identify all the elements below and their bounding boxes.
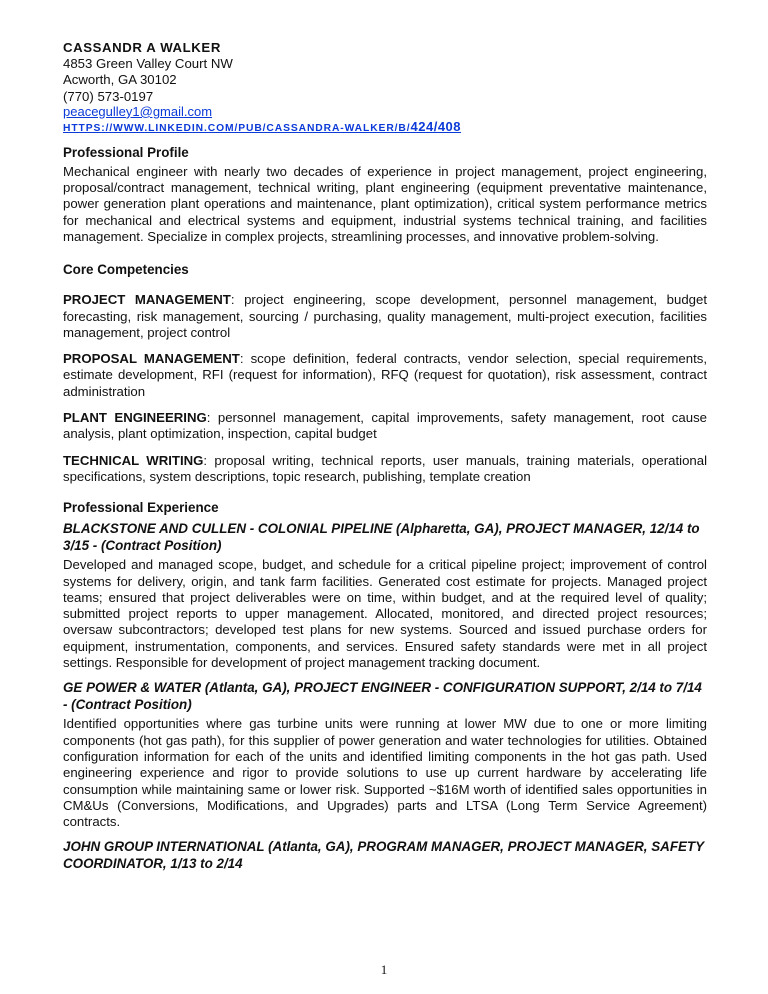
competency-text: : scope definition, federal contracts, vendor selection, special requirements, estimate development, RFI (request for information), RFQ (request for quotation), risk assessment, contract administration [63, 351, 707, 399]
competency-item [63, 292, 707, 341]
competency-item [63, 410, 707, 443]
page-number: 1 [380, 962, 388, 977]
address-line-1: 4853 Green Valley Court NW [63, 56, 233, 72]
competency-item [63, 453, 707, 486]
job-title: BLACKSTONE AND CULLEN - COLONIAL PIPELINE (Alpharetta, GA), PROJECT MANAGER, 12/14 to 3/15 - (Contract Position) [63, 521, 700, 554]
competency-label: PROJECT MANAGEMENT [63, 292, 231, 308]
candidate-name: CASSANDR A WALKER [63, 40, 221, 55]
address-line-2: Acworth, GA 30102 [63, 72, 177, 88]
linkedin-link[interactable] [63, 119, 707, 136]
email-link[interactable]: peacegulley1@gmail.com [63, 103, 213, 119]
phone: (770) 573-0197 [63, 88, 154, 104]
competency-label: PROPOSAL MANAGEMENT [63, 351, 240, 367]
competency-text: : personnel management, capital improvements, safety management, root cause analysis, plant optimization, inspection, capital budget [63, 410, 707, 442]
experience-heading: Professional Experience [63, 500, 219, 516]
resume-page [63, 40, 707, 872]
profile-heading: Professional Profile [63, 144, 189, 160]
competencies-heading: Core Competencies [63, 262, 189, 278]
profile-text: Mechanical engineer with nearly two decades of experience in project management, project engineering, proposal/contract management, technical writing, plant engineering (equipment preventative maintenance, power generation plant operations and maintenance, plant optimization), critical system performance metrics for mechanical and electrical systems and equipment, industrial systems technical training, and facilities management. Specialize in complex projects, streamlining processes, and innovative problem-solving. [63, 163, 707, 244]
job-description: Developed and managed scope, budget, and schedule for a critical pipeline project; improvement of control systems for delivery, origin, and tank farm facilities. Generated cost estimate for projects. Managed project teams; ensured that project deliverables were on time, within budget, and at the required level of quality; submitted project reports to upper management. Allocated, monitored, and directed project resources; oversaw subcontractors; developed test plans for new systems. Sourced and issued purchase orders for equipment, instrumentation, components, and services. Ensured safety standards were met in all project settings. Responsible for development of project management tracking document. [63, 557, 707, 671]
competency-item [63, 351, 707, 400]
job-title: GE POWER & WATER (Atlanta, GA), PROJECT ENGINEER - CONFIGURATION SUPPORT, 2/14 to 7/14 - (Contract Position) [63, 680, 702, 713]
competency-label: TECHNICAL WRITING [63, 452, 204, 468]
job-title: JOHN GROUP INTERNATIONAL (Atlanta, GA), PROGRAM MANAGER, PROJECT MANAGER, SAFETY COORDINATOR, 1/13 to 2/14 [63, 839, 704, 872]
linkedin-url-tail: 424/408 [410, 118, 462, 134]
contact-block [63, 40, 707, 136]
linkedin-url: HTTPS://WWW.LINKEDIN.COM/PUB/CASSANDRA-WALKER/B/ [63, 122, 411, 134]
competency-label: PLANT ENGINEERING [63, 410, 207, 426]
job-description: Identified opportunities where gas turbine units were running at lower MW due to one or more limiting components (hot gas path), for this supplier of power generation and water technologies for utilities. Obtained configuration information for each of the units and identified limiting components in the hot gas path. Used engineering experience and rigor to provide solutions to use up current hardware by accelerating life consumption while maintaining same or lower risk. Supported ~$16M worth of identified sales opportunities in CM&Us (Conversions, Modifications, and Upgrades) parts and LTSA (Long Term Service Agreement) contracts. [63, 716, 707, 830]
competency-text: : project engineering, scope development, personnel management, budget forecasting, risk management, sourcing / purchasing, quality management, multi-project execution, facilities management, project control [63, 292, 707, 340]
competency-text: : proposal writing, technical reports, user manuals, training materials, operational specifications, system descriptions, topic research, publishing, template creation [63, 452, 707, 484]
